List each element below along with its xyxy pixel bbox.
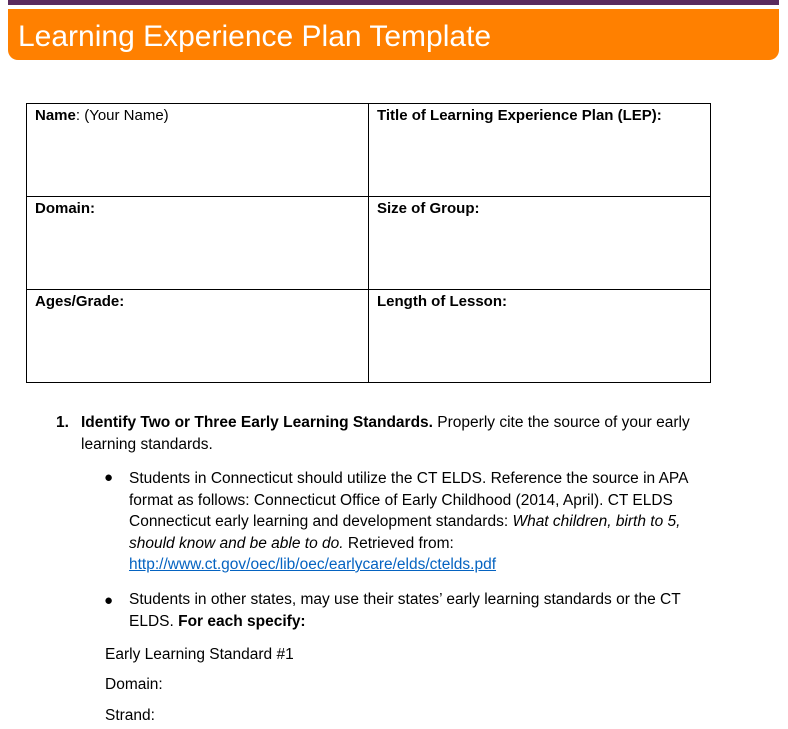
lesson-length-cell[interactable] [369, 290, 711, 383]
bullet-ct-elds [129, 468, 719, 576]
ages-grade-label: Ages/Grade: [35, 293, 125, 310]
lesson-length-label: Length of Lesson: [377, 293, 507, 310]
name-value: : (Your Name) [75, 107, 169, 124]
bullet-icon: ● [104, 469, 114, 486]
domain-label: Domain: [35, 200, 95, 217]
lep-title-label: Title of Learning Experience Plan (LEP): [377, 107, 662, 124]
domain-field[interactable]: Domain: [105, 676, 163, 693]
section-1 [56, 412, 736, 455]
group-size-cell[interactable] [369, 197, 711, 290]
group-size-label: Size of Group: [377, 200, 480, 217]
ct-elds-link[interactable]: http://www.ct.gov/oec/lib/oec/earlycare/elds/ctelds.pdf [129, 556, 497, 573]
section-number: 1. [56, 414, 69, 431]
domain-cell[interactable] [27, 197, 369, 290]
name-cell[interactable] [27, 104, 369, 197]
section-text: Properly cite the source of your early learning standards. [81, 414, 690, 453]
bullet-1-italic: What children, birth to 5, should know and be able to do. [129, 513, 681, 552]
name-label: Name [35, 107, 76, 124]
bullet-1-text-a: Students in Connecticut should utilize the CT ELDS. Reference the source in APA format as follows: Connecticut Office of Early Childhood (2014, April). CT ELDS Connecticut early learning and development standards: [129, 470, 688, 530]
standard-1-field[interactable]: Early Learning Standard #1 [105, 646, 294, 663]
section-heading: Identify Two or Three Early Learning Standards. [81, 414, 433, 431]
bullet-2-text: Students in other states, may use their states’ early learning standards or the CT ELDS. [129, 591, 681, 630]
lep-title-cell[interactable] [369, 104, 711, 197]
bullet-icon: ● [104, 592, 114, 609]
title-banner [8, 9, 779, 60]
page-title: Learning Experience Plan Template [18, 20, 492, 53]
bullet-other-states [129, 589, 719, 632]
top-divider [8, 0, 779, 5]
section-1-body [81, 412, 736, 455]
ages-grade-cell[interactable] [27, 290, 369, 383]
strand-field[interactable]: Strand: [105, 707, 155, 724]
bullet-2-bold: For each specify: [178, 612, 306, 630]
bullet-1-text-b: Retrieved from: [343, 534, 454, 552]
lep-info-table [26, 103, 711, 383]
